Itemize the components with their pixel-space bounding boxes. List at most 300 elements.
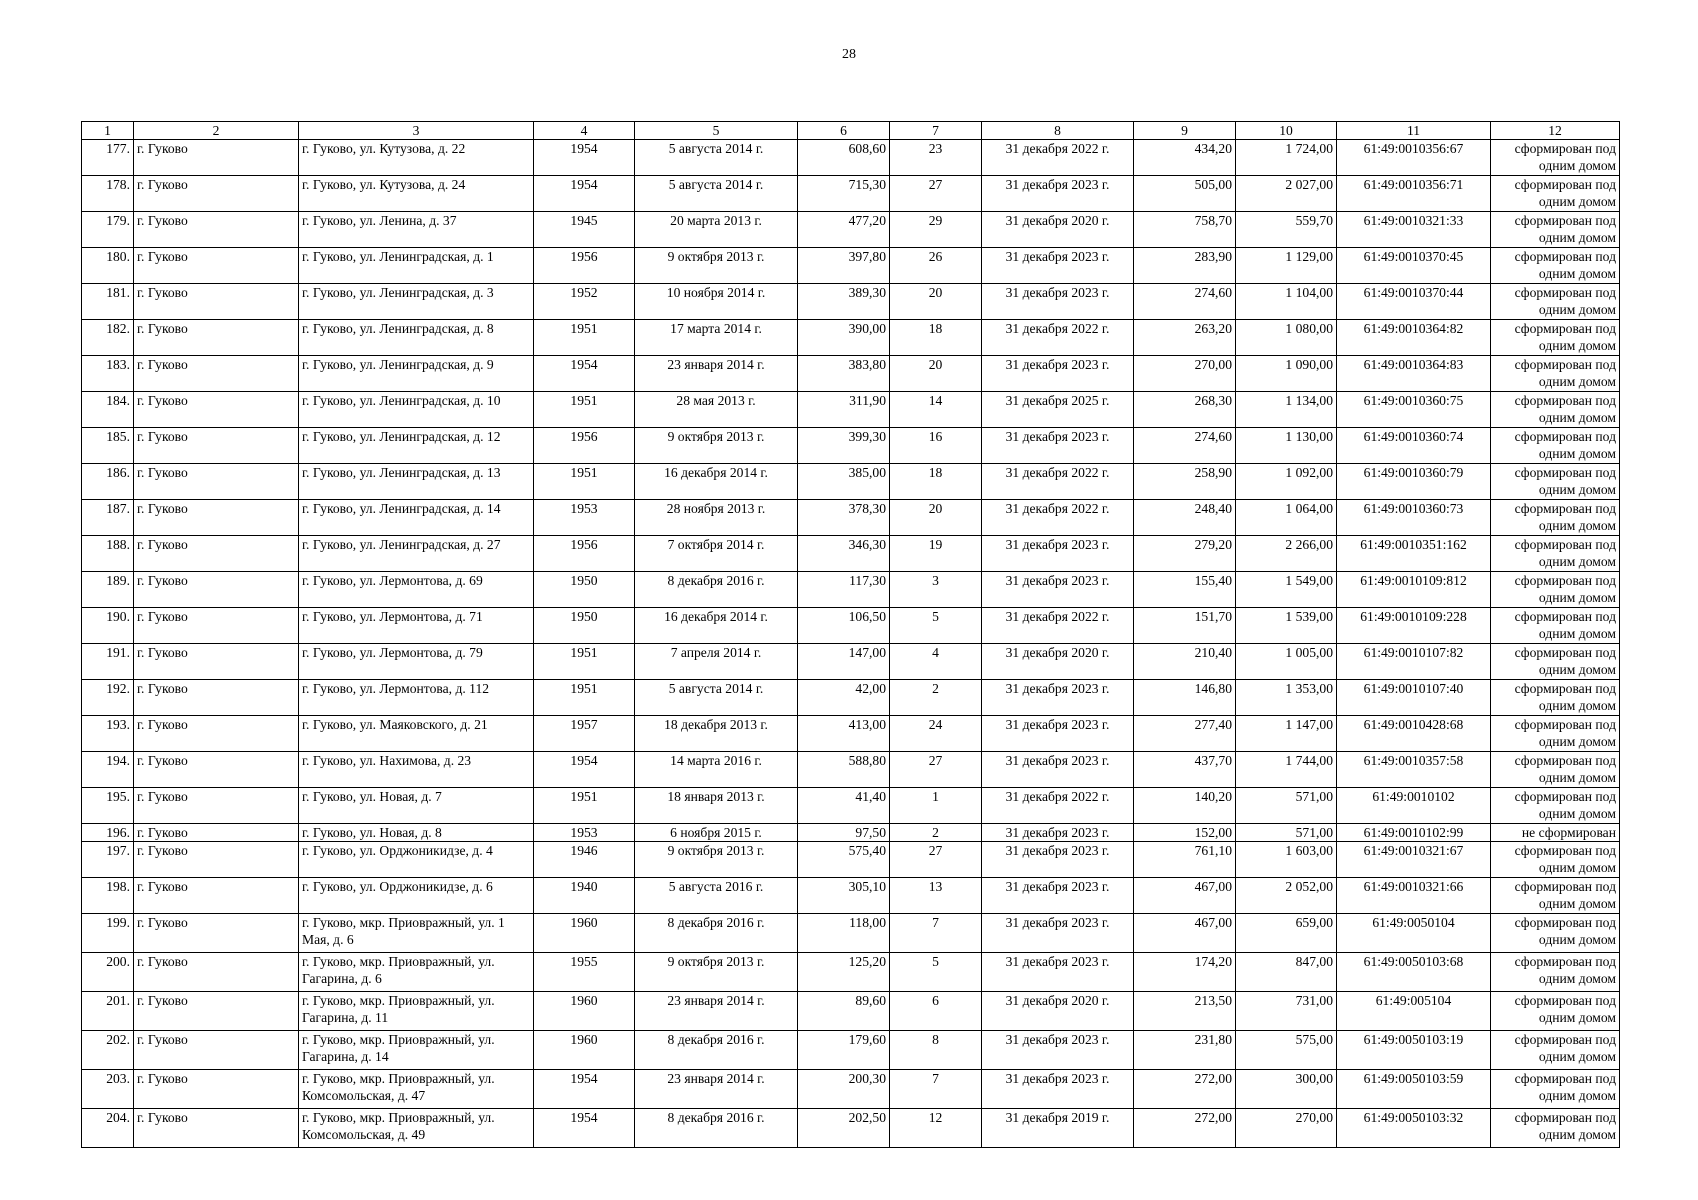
land-plot-status-cell: сформирован под одним домом <box>1491 842 1620 878</box>
resettlement-deadline-cell: 31 декабря 2023 г. <box>982 914 1134 953</box>
survey-date-cell: 8 декабря 2016 г. <box>635 1031 798 1070</box>
resettlement-deadline-cell: 31 декабря 2022 г. <box>982 788 1134 824</box>
column-header: 3 <box>299 122 534 140</box>
area-value-cell: 146,80 <box>1134 680 1236 716</box>
settlement-cell: г. Гуково <box>134 248 299 284</box>
build-year-cell: 1950 <box>534 572 635 608</box>
row-number-cell: 192. <box>82 680 134 716</box>
area-value-cell: 155,40 <box>1134 572 1236 608</box>
address-cell: г. Гуково, мкр. Приовражный, ул. Комсомольская, д. 49 <box>299 1109 534 1148</box>
area-cell: 378,30 <box>798 500 890 536</box>
settlement-cell: г. Гуково <box>134 392 299 428</box>
build-year-cell: 1951 <box>534 680 635 716</box>
land-plot-status-cell: сформирован под одним домом <box>1491 953 1620 992</box>
resettlement-deadline-cell: 31 декабря 2023 г. <box>982 680 1134 716</box>
area-value-cell: 761,10 <box>1134 842 1236 878</box>
land-plot-status-cell: сформирован под одним домом <box>1491 914 1620 953</box>
area-value-cell: 140,20 <box>1134 788 1236 824</box>
table-row <box>82 953 1620 992</box>
area-value-cell: 174,20 <box>1134 953 1236 992</box>
resettlement-deadline-cell: 31 декабря 2023 г. <box>982 824 1134 842</box>
settlement-cell: г. Гуково <box>134 824 299 842</box>
cost-value-cell: 1 064,00 <box>1236 500 1337 536</box>
table-row <box>82 248 1620 284</box>
cadastral-number-cell: 61:49:0050104 <box>1337 914 1491 953</box>
survey-date-cell: 14 марта 2016 г. <box>635 752 798 788</box>
cadastral-number-cell: 61:49:0010107:82 <box>1337 644 1491 680</box>
area-cell: 397,80 <box>798 248 890 284</box>
land-plot-status-cell: сформирован под одним домом <box>1491 992 1620 1031</box>
build-year-cell: 1950 <box>534 608 635 644</box>
area-value-cell: 272,00 <box>1134 1109 1236 1148</box>
column-header: 9 <box>1134 122 1236 140</box>
land-plot-status-cell: сформирован под одним домом <box>1491 284 1620 320</box>
area-cell: 202,50 <box>798 1109 890 1148</box>
address-cell: г. Гуково, мкр. Приовражный, ул. Гагарина, д. 14 <box>299 1031 534 1070</box>
cost-value-cell: 1 092,00 <box>1236 464 1337 500</box>
row-number-cell: 179. <box>82 212 134 248</box>
cost-value-cell: 1 549,00 <box>1236 572 1337 608</box>
address-cell: г. Гуково, мкр. Приовражный, ул. Комсомольская, д. 47 <box>299 1070 534 1109</box>
survey-date-cell: 17 марта 2014 г. <box>635 320 798 356</box>
settlement-cell: г. Гуково <box>134 284 299 320</box>
table-row <box>82 752 1620 788</box>
address-cell: г. Гуково, ул. Орджоникидзе, д. 6 <box>299 878 534 914</box>
cadastral-number-cell: 61:49:0010364:82 <box>1337 320 1491 356</box>
table-row <box>82 320 1620 356</box>
cadastral-number-cell: 61:49:0010364:83 <box>1337 356 1491 392</box>
survey-date-cell: 16 декабря 2014 г. <box>635 608 798 644</box>
row-number-cell: 185. <box>82 428 134 464</box>
cost-value-cell: 731,00 <box>1236 992 1337 1031</box>
address-cell: г. Гуково, ул. Лермонтова, д. 69 <box>299 572 534 608</box>
address-cell: г. Гуково, ул. Лермонтова, д. 112 <box>299 680 534 716</box>
area-cell: 588,80 <box>798 752 890 788</box>
cost-value-cell: 2 052,00 <box>1236 878 1337 914</box>
column-header: 5 <box>635 122 798 140</box>
build-year-cell: 1960 <box>534 914 635 953</box>
build-year-cell: 1945 <box>534 212 635 248</box>
land-plot-status-cell: сформирован под одним домом <box>1491 536 1620 572</box>
residents-cell: 7 <box>890 1070 982 1109</box>
address-cell: г. Гуково, ул. Кутузова, д. 22 <box>299 140 534 176</box>
land-plot-status-cell: сформирован под одним домом <box>1491 716 1620 752</box>
resettlement-deadline-cell: 31 декабря 2022 г. <box>982 140 1134 176</box>
table-row <box>82 356 1620 392</box>
table-row <box>82 284 1620 320</box>
page-number: 28 <box>842 47 856 62</box>
residents-cell: 14 <box>890 392 982 428</box>
row-number-cell: 178. <box>82 176 134 212</box>
cost-value-cell: 1 539,00 <box>1236 608 1337 644</box>
survey-date-cell: 9 октября 2013 г. <box>635 248 798 284</box>
address-cell: г. Гуково, ул. Ленинградская, д. 13 <box>299 464 534 500</box>
survey-date-cell: 20 марта 2013 г. <box>635 212 798 248</box>
residents-cell: 5 <box>890 608 982 644</box>
cadastral-number-cell: 61:49:0050103:59 <box>1337 1070 1491 1109</box>
table-row <box>82 1109 1620 1148</box>
resettlement-deadline-cell: 31 декабря 2022 г. <box>982 500 1134 536</box>
resettlement-deadline-cell: 31 декабря 2020 г. <box>982 992 1134 1031</box>
build-year-cell: 1946 <box>534 842 635 878</box>
cadastral-number-cell: 61:49:0010360:79 <box>1337 464 1491 500</box>
area-cell: 311,90 <box>798 392 890 428</box>
cadastral-number-cell: 61:49:0010360:73 <box>1337 500 1491 536</box>
cost-value-cell: 1 353,00 <box>1236 680 1337 716</box>
land-plot-status-cell: сформирован под одним домом <box>1491 500 1620 536</box>
build-year-cell: 1956 <box>534 428 635 464</box>
area-cell: 118,00 <box>798 914 890 953</box>
settlement-cell: г. Гуково <box>134 878 299 914</box>
build-year-cell: 1951 <box>534 464 635 500</box>
cadastral-number-cell: 61:49:0010102 <box>1337 788 1491 824</box>
cadastral-number-cell: 61:49:0010321:66 <box>1337 878 1491 914</box>
cost-value-cell: 575,00 <box>1236 1031 1337 1070</box>
build-year-cell: 1954 <box>534 176 635 212</box>
land-plot-status-cell: сформирован под одним домом <box>1491 356 1620 392</box>
land-plot-status-cell: сформирован под одним домом <box>1491 212 1620 248</box>
area-value-cell: 248,40 <box>1134 500 1236 536</box>
residents-cell: 2 <box>890 680 982 716</box>
address-cell: г. Гуково, мкр. Приовражный, ул. Гагарина, д. 11 <box>299 992 534 1031</box>
row-number-cell: 198. <box>82 878 134 914</box>
resettlement-deadline-cell: 31 декабря 2022 г. <box>982 608 1134 644</box>
area-cell: 383,80 <box>798 356 890 392</box>
address-cell: г. Гуково, ул. Кутузова, д. 24 <box>299 176 534 212</box>
settlement-cell: г. Гуково <box>134 536 299 572</box>
residents-cell: 7 <box>890 914 982 953</box>
build-year-cell: 1956 <box>534 536 635 572</box>
resettlement-deadline-cell: 31 декабря 2023 г. <box>982 752 1134 788</box>
build-year-cell: 1960 <box>534 1031 635 1070</box>
area-cell: 125,20 <box>798 953 890 992</box>
address-cell: г. Гуково, ул. Ленина, д. 37 <box>299 212 534 248</box>
cadastral-number-cell: 61:49:0010356:67 <box>1337 140 1491 176</box>
area-value-cell: 270,00 <box>1134 356 1236 392</box>
land-plot-status-cell: сформирован под одним домом <box>1491 248 1620 284</box>
survey-date-cell: 5 августа 2014 г. <box>635 680 798 716</box>
cadastral-number-cell: 61:49:0010321:33 <box>1337 212 1491 248</box>
settlement-cell: г. Гуково <box>134 752 299 788</box>
build-year-cell: 1955 <box>534 953 635 992</box>
land-plot-status-cell: сформирован под одним домом <box>1491 644 1620 680</box>
land-plot-status-cell: сформирован под одним домом <box>1491 320 1620 356</box>
resettlement-deadline-cell: 31 декабря 2023 г. <box>982 1070 1134 1109</box>
row-number-cell: 204. <box>82 1109 134 1148</box>
cost-value-cell: 559,70 <box>1236 212 1337 248</box>
build-year-cell: 1952 <box>534 284 635 320</box>
residents-cell: 12 <box>890 1109 982 1148</box>
table-row <box>82 608 1620 644</box>
table-row <box>82 824 1620 842</box>
cost-value-cell: 1 603,00 <box>1236 842 1337 878</box>
table-row <box>82 788 1620 824</box>
cost-value-cell: 1 005,00 <box>1236 644 1337 680</box>
row-number-cell: 189. <box>82 572 134 608</box>
area-value-cell: 210,40 <box>1134 644 1236 680</box>
area-value-cell: 505,00 <box>1134 176 1236 212</box>
survey-date-cell: 5 августа 2016 г. <box>635 878 798 914</box>
residents-cell: 4 <box>890 644 982 680</box>
resettlement-deadline-cell: 31 декабря 2023 г. <box>982 716 1134 752</box>
area-value-cell: 213,50 <box>1134 992 1236 1031</box>
resettlement-deadline-cell: 31 декабря 2020 г. <box>982 644 1134 680</box>
row-number-cell: 190. <box>82 608 134 644</box>
resettlement-deadline-cell: 31 декабря 2023 г. <box>982 536 1134 572</box>
survey-date-cell: 6 ноября 2015 г. <box>635 824 798 842</box>
survey-date-cell: 9 октября 2013 г. <box>635 953 798 992</box>
survey-date-cell: 10 ноября 2014 г. <box>635 284 798 320</box>
residents-cell: 27 <box>890 752 982 788</box>
residents-cell: 1 <box>890 788 982 824</box>
settlement-cell: г. Гуково <box>134 608 299 644</box>
settlement-cell: г. Гуково <box>134 992 299 1031</box>
table-body <box>82 140 1620 1148</box>
survey-date-cell: 5 августа 2014 г. <box>635 140 798 176</box>
resettlement-deadline-cell: 31 декабря 2022 г. <box>982 464 1134 500</box>
column-header: 10 <box>1236 122 1337 140</box>
settlement-cell: г. Гуково <box>134 176 299 212</box>
build-year-cell: 1960 <box>534 992 635 1031</box>
address-cell: г. Гуково, ул. Орджоникидзе, д. 4 <box>299 842 534 878</box>
residents-cell: 18 <box>890 464 982 500</box>
table-row <box>82 842 1620 878</box>
area-value-cell: 268,30 <box>1134 392 1236 428</box>
address-cell: г. Гуково, ул. Ленинградская, д. 9 <box>299 356 534 392</box>
cost-value-cell: 847,00 <box>1236 953 1337 992</box>
area-cell: 399,30 <box>798 428 890 464</box>
area-value-cell: 279,20 <box>1134 536 1236 572</box>
table-row <box>82 1070 1620 1109</box>
address-cell: г. Гуково, мкр. Приовражный, ул. Гагарина, д. 6 <box>299 953 534 992</box>
row-number-cell: 184. <box>82 392 134 428</box>
row-number-cell: 202. <box>82 1031 134 1070</box>
cadastral-number-cell: 61:49:0010370:44 <box>1337 284 1491 320</box>
build-year-cell: 1954 <box>534 1070 635 1109</box>
residents-cell: 27 <box>890 176 982 212</box>
column-header: 4 <box>534 122 635 140</box>
area-value-cell: 467,00 <box>1134 914 1236 953</box>
cadastral-number-cell: 61:49:0010357:58 <box>1337 752 1491 788</box>
residents-cell: 6 <box>890 992 982 1031</box>
survey-date-cell: 8 декабря 2016 г. <box>635 914 798 953</box>
cost-value-cell: 300,00 <box>1236 1070 1337 1109</box>
area-value-cell: 274,60 <box>1134 428 1236 464</box>
settlement-cell: г. Гуково <box>134 1031 299 1070</box>
cadastral-number-cell: 61:49:0050103:68 <box>1337 953 1491 992</box>
survey-date-cell: 7 апреля 2014 г. <box>635 644 798 680</box>
cadastral-number-cell: 61:49:0010360:74 <box>1337 428 1491 464</box>
area-cell: 106,50 <box>798 608 890 644</box>
cadastral-number-cell: 61:49:0010109:812 <box>1337 572 1491 608</box>
resettlement-deadline-cell: 31 декабря 2023 г. <box>982 176 1134 212</box>
column-header: 11 <box>1337 122 1491 140</box>
resettlement-deadline-cell: 31 декабря 2023 г. <box>982 428 1134 464</box>
settlement-cell: г. Гуково <box>134 500 299 536</box>
build-year-cell: 1954 <box>534 356 635 392</box>
survey-date-cell: 18 декабря 2013 г. <box>635 716 798 752</box>
settlement-cell: г. Гуково <box>134 320 299 356</box>
area-cell: 305,10 <box>798 878 890 914</box>
cadastral-number-cell: 61:49:0010102:99 <box>1337 824 1491 842</box>
area-value-cell: 277,40 <box>1134 716 1236 752</box>
area-cell: 608,60 <box>798 140 890 176</box>
settlement-cell: г. Гуково <box>134 644 299 680</box>
land-plot-status-cell: сформирован под одним домом <box>1491 1070 1620 1109</box>
area-cell: 715,30 <box>798 176 890 212</box>
build-year-cell: 1951 <box>534 788 635 824</box>
residents-cell: 19 <box>890 536 982 572</box>
address-cell: г. Гуково, ул. Ленинградская, д. 1 <box>299 248 534 284</box>
row-number-cell: 183. <box>82 356 134 392</box>
row-number-cell: 177. <box>82 140 134 176</box>
resettlement-deadline-cell: 31 декабря 2023 г. <box>982 878 1134 914</box>
area-cell: 117,30 <box>798 572 890 608</box>
cost-value-cell: 2 266,00 <box>1236 536 1337 572</box>
survey-date-cell: 23 января 2014 г. <box>635 1070 798 1109</box>
row-number-cell: 187. <box>82 500 134 536</box>
area-value-cell: 467,00 <box>1134 878 1236 914</box>
cadastral-number-cell: 61:49:0050103:32 <box>1337 1109 1491 1148</box>
land-plot-status-cell: сформирован под одним домом <box>1491 680 1620 716</box>
residents-cell: 8 <box>890 1031 982 1070</box>
address-cell: г. Гуково, мкр. Приовражный, ул. 1 Мая, д. 6 <box>299 914 534 953</box>
resettlement-deadline-cell: 31 декабря 2023 г. <box>982 248 1134 284</box>
land-plot-status-cell: сформирован под одним домом <box>1491 788 1620 824</box>
build-year-cell: 1953 <box>534 500 635 536</box>
column-header: 1 <box>82 122 134 140</box>
land-plot-status-cell: сформирован под одним домом <box>1491 878 1620 914</box>
row-number-cell: 193. <box>82 716 134 752</box>
residents-cell: 23 <box>890 140 982 176</box>
row-number-cell: 197. <box>82 842 134 878</box>
land-plot-status-cell: сформирован под одним домом <box>1491 140 1620 176</box>
survey-date-cell: 9 октября 2013 г. <box>635 842 798 878</box>
residents-cell: 16 <box>890 428 982 464</box>
address-cell: г. Гуково, ул. Нахимова, д. 23 <box>299 752 534 788</box>
cost-value-cell: 1 129,00 <box>1236 248 1337 284</box>
cadastral-number-cell: 61:49:0010360:75 <box>1337 392 1491 428</box>
survey-date-cell: 8 декабря 2016 г. <box>635 1109 798 1148</box>
area-value-cell: 437,70 <box>1134 752 1236 788</box>
address-cell: г. Гуково, ул. Ленинградская, д. 3 <box>299 284 534 320</box>
table-row <box>82 878 1620 914</box>
address-cell: г. Гуково, ул. Ленинградская, д. 14 <box>299 500 534 536</box>
residents-cell: 20 <box>890 500 982 536</box>
residents-cell: 20 <box>890 284 982 320</box>
column-header: 2 <box>134 122 299 140</box>
build-year-cell: 1953 <box>534 824 635 842</box>
build-year-cell: 1954 <box>534 140 635 176</box>
area-cell: 390,00 <box>798 320 890 356</box>
area-cell: 41,40 <box>798 788 890 824</box>
area-value-cell: 258,90 <box>1134 464 1236 500</box>
survey-date-cell: 18 января 2013 г. <box>635 788 798 824</box>
build-year-cell: 1951 <box>534 320 635 356</box>
housing-registry-table <box>81 121 1620 1148</box>
cadastral-number-cell: 61:49:0010428:68 <box>1337 716 1491 752</box>
address-cell: г. Гуково, ул. Лермонтова, д. 79 <box>299 644 534 680</box>
address-cell: г. Гуково, ул. Новая, д. 7 <box>299 788 534 824</box>
resettlement-deadline-cell: 31 декабря 2019 г. <box>982 1109 1134 1148</box>
settlement-cell: г. Гуково <box>134 716 299 752</box>
area-cell: 413,00 <box>798 716 890 752</box>
area-cell: 477,20 <box>798 212 890 248</box>
survey-date-cell: 16 декабря 2014 г. <box>635 464 798 500</box>
residents-cell: 24 <box>890 716 982 752</box>
row-number-cell: 188. <box>82 536 134 572</box>
build-year-cell: 1957 <box>534 716 635 752</box>
area-cell: 42,00 <box>798 680 890 716</box>
resettlement-deadline-cell: 31 декабря 2023 г. <box>982 953 1134 992</box>
row-number-cell: 180. <box>82 248 134 284</box>
cost-value-cell: 1 134,00 <box>1236 392 1337 428</box>
area-cell: 346,30 <box>798 536 890 572</box>
residents-cell: 26 <box>890 248 982 284</box>
build-year-cell: 1954 <box>534 752 635 788</box>
address-cell: г. Гуково, ул. Ленинградская, д. 27 <box>299 536 534 572</box>
cost-value-cell: 1 147,00 <box>1236 716 1337 752</box>
area-value-cell: 758,70 <box>1134 212 1236 248</box>
land-plot-status-cell: сформирован под одним домом <box>1491 1109 1620 1148</box>
cadastral-number-cell: 61:49:0010321:67 <box>1337 842 1491 878</box>
column-header: 12 <box>1491 122 1620 140</box>
area-value-cell: 274,60 <box>1134 284 1236 320</box>
land-plot-status-cell: сформирован под одним домом <box>1491 1031 1620 1070</box>
residents-cell: 3 <box>890 572 982 608</box>
area-value-cell: 283,90 <box>1134 248 1236 284</box>
row-number-cell: 194. <box>82 752 134 788</box>
cadastral-number-cell: 61:49:0010109:228 <box>1337 608 1491 644</box>
residents-cell: 18 <box>890 320 982 356</box>
settlement-cell: г. Гуково <box>134 680 299 716</box>
settlement-cell: г. Гуково <box>134 140 299 176</box>
cadastral-number-cell: 61:49:0050103:19 <box>1337 1031 1491 1070</box>
resettlement-deadline-cell: 31 декабря 2023 г. <box>982 356 1134 392</box>
build-year-cell: 1951 <box>534 392 635 428</box>
build-year-cell: 1954 <box>534 1109 635 1148</box>
cost-value-cell: 270,00 <box>1236 1109 1337 1148</box>
address-cell: г. Гуково, ул. Маяковского, д. 21 <box>299 716 534 752</box>
address-cell: г. Гуково, ул. Лермонтова, д. 71 <box>299 608 534 644</box>
cost-value-cell: 1 090,00 <box>1236 356 1337 392</box>
survey-date-cell: 9 октября 2013 г. <box>635 428 798 464</box>
settlement-cell: г. Гуково <box>134 356 299 392</box>
cadastral-number-cell: 61:49:0010370:45 <box>1337 248 1491 284</box>
area-cell: 200,30 <box>798 1070 890 1109</box>
area-cell: 385,00 <box>798 464 890 500</box>
table-row <box>82 1031 1620 1070</box>
residents-cell: 27 <box>890 842 982 878</box>
settlement-cell: г. Гуково <box>134 953 299 992</box>
area-value-cell: 434,20 <box>1134 140 1236 176</box>
row-number-cell: 200. <box>82 953 134 992</box>
row-number-cell: 186. <box>82 464 134 500</box>
table-row <box>82 392 1620 428</box>
land-plot-status-cell: сформирован под одним домом <box>1491 176 1620 212</box>
land-plot-status-cell: сформирован под одним домом <box>1491 428 1620 464</box>
address-cell: г. Гуково, ул. Новая, д. 8 <box>299 824 534 842</box>
area-cell: 89,60 <box>798 992 890 1031</box>
table-row <box>82 572 1620 608</box>
address-cell: г. Гуково, ул. Ленинградская, д. 12 <box>299 428 534 464</box>
residents-cell: 13 <box>890 878 982 914</box>
cost-value-cell: 571,00 <box>1236 788 1337 824</box>
area-value-cell: 263,20 <box>1134 320 1236 356</box>
row-number-cell: 199. <box>82 914 134 953</box>
cost-value-cell: 659,00 <box>1236 914 1337 953</box>
table-row <box>82 140 1620 176</box>
